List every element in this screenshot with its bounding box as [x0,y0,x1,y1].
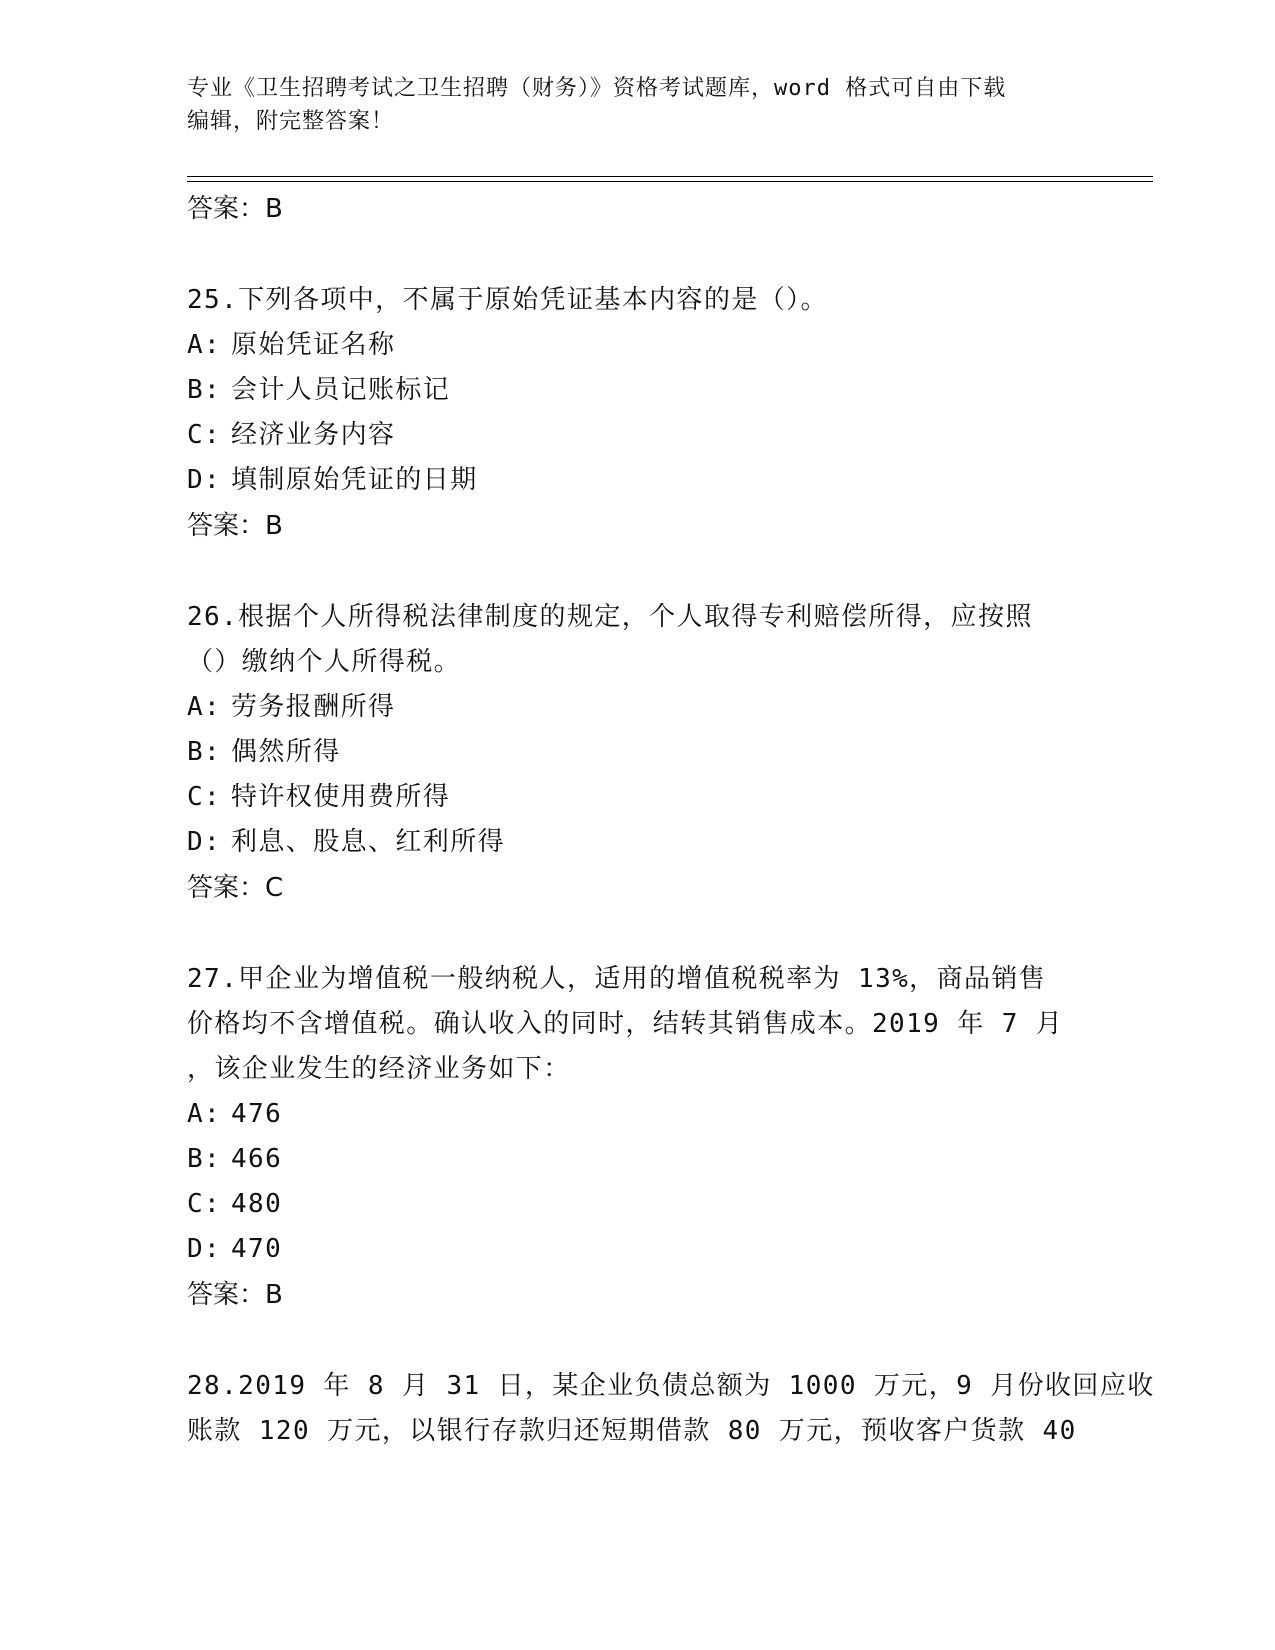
option-a: A: 原始凭证名称 [187,330,396,360]
answer-line: 答案：B [187,1280,283,1310]
question-25 [187,278,1087,549]
question-text: 价格均不含增值税。确认收入的同时，结转其销售成本。2019 年 7 月 [187,1009,1064,1039]
question-list [187,186,1155,1454]
question-text: 27.甲企业为增值税一般纳税人，适用的增值税税率为 13%，商品销售 [187,964,1047,994]
question-text: 28.2019 年 8 月 31 日，某企业负债总额为 1000 万元，9 月份收回应收 [187,1371,1155,1401]
option-c: C: 480 [187,1189,283,1219]
option-d: D: 利息、股息、红利所得 [187,827,506,857]
option-c: C: 经济业务内容 [187,420,396,450]
answer-line: 答案：B [187,511,283,541]
answer-line: 答案：C [187,873,284,903]
header-rule-top [187,176,1153,177]
option-c: C: 特许权使用费所得 [187,782,451,812]
document-header [187,72,1067,138]
header-line-1: 专业《卫生招聘考试之卫生招聘（财务）》资格考试题库，word 格式可自由下载 [187,76,1007,101]
question-text: 26.根据个人所得税法律制度的规定，个人取得专利赔偿所得，应按照 [187,602,1033,632]
header-rule-bottom [187,181,1153,182]
option-a: A: 476 [187,1099,283,1129]
option-a: A: 劳务报酬所得 [187,692,396,722]
question-text: 25.下列各项中，不属于原始凭证基本内容的是（）。 [187,285,828,315]
question-27 [187,957,1087,1318]
option-d: D: 填制原始凭证的日期 [187,465,478,495]
option-b: B: 466 [187,1144,283,1174]
header-line-2: 编辑，附完整答案！ [187,109,395,134]
question-26 [187,595,1087,911]
question-text: （）缴纳个人所得税。 [187,647,462,677]
option-b: B: 偶然所得 [187,737,341,767]
option-d: D: 470 [187,1234,283,1264]
question-text: 账款 120 万元，以银行存款归还短期借款 80 万元，预收客户货款 40 [187,1416,1077,1446]
question-text: ，该企业发生的经济业务如下： [187,1054,571,1084]
question-28 [187,1364,1155,1454]
answer-line: 答案：B [187,194,283,224]
option-b: B: 会计人员记账标记 [187,375,451,405]
